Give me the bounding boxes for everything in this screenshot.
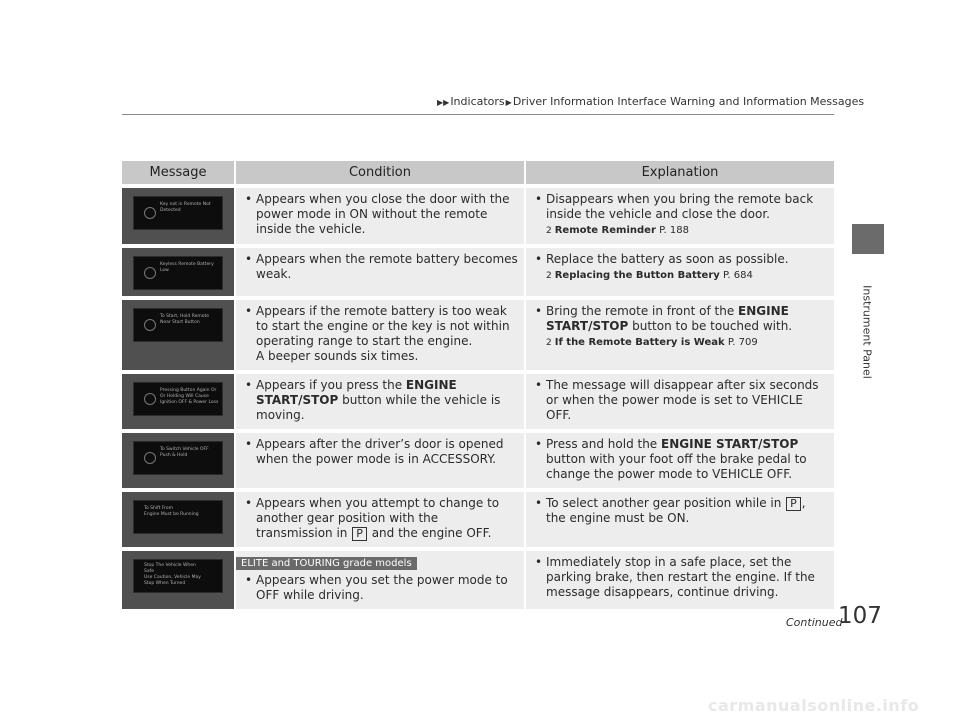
screen-text: Key not in Remote Not Detected: [160, 202, 211, 213]
condition-text: • Appears if you press the ENGINE START/STOP button while the vehicle is moving.: [244, 378, 518, 423]
explanation-text: • Replace the battery as soon as possible. 2 Replacing the Button Battery P. 684: [534, 252, 828, 283]
breadcrumb: [436, 95, 864, 108]
table-header-row: [122, 161, 834, 184]
explanation-text: • To select another gear position while in P , the engine must be ON.: [534, 496, 828, 526]
message-screen-cell: [122, 248, 234, 296]
explanation-text: • Immediately stop in a safe place, set the parking brake, then restart the engine. If the message disappears, continue driving.: [534, 555, 828, 600]
condition-cell: [234, 300, 524, 370]
key-icon: [144, 207, 156, 219]
message-screen-image: [133, 559, 223, 593]
gear-p-icon: P: [352, 527, 367, 541]
condition-text: • Appears when you set the power mode to OFF while driving.: [244, 573, 518, 603]
arrow-icon: ▶: [505, 98, 512, 107]
explanation-text: • Disappears when you bring the remote back inside the vehicle and close the door. 2 Remote Reminder P. 188: [534, 192, 828, 238]
gear-p-icon: P: [786, 497, 801, 511]
page-reference[interactable]: 2 Remote Reminder P. 188: [546, 225, 689, 236]
double-arrow-icon: ▶▶: [437, 98, 450, 107]
explanation-cell: [524, 551, 834, 609]
start-button-icon: [144, 452, 156, 464]
screen-text: To Start, Hold Remote Near Start Button: [160, 314, 210, 325]
message-screen-image: [133, 308, 223, 342]
condition-cell: [234, 551, 524, 609]
explanation-cell: [524, 492, 834, 547]
breadcrumb-item: Indicators: [450, 95, 505, 108]
table-row: [122, 248, 834, 296]
watermark: carmanualsonline.info: [708, 696, 920, 715]
message-screen-cell: [122, 433, 234, 488]
explanation-cell: [524, 374, 834, 429]
condition-text: • Appears when you attempt to change to another gear position with the transmission in P and the engine OFF.: [244, 496, 518, 541]
start-button-icon: [144, 393, 156, 405]
screen-text: Stop The Vehicle When Safe Use Caution, Vehicle May Stop When Turned: [144, 563, 201, 586]
explanation-cell: [524, 248, 834, 296]
reference-arrow-icon: 2: [546, 226, 552, 236]
condition-text: • Appears after the driver’s door is opened when the power mode is in ACCESSORY.: [244, 437, 518, 467]
condition-cell: [234, 248, 524, 296]
message-screen-cell: [122, 374, 234, 429]
explanation-text: • The message will disappear after six seconds or when the power mode is set to VEHICLE OFF.: [534, 378, 828, 423]
page-number: 107: [838, 603, 882, 629]
condition-text: • Appears when you close the door with the power mode in ON without the remote inside the vehicle.: [244, 192, 518, 237]
condition-cell: [234, 374, 524, 429]
table-row: [122, 492, 834, 547]
key-icon: [144, 319, 156, 331]
section-tab-label: Instrument Panel: [860, 285, 874, 379]
table-row: [122, 300, 834, 370]
message-screen-image: [133, 500, 223, 534]
screen-text: To Shift From Engine Must be Running: [144, 506, 199, 517]
condition-text: • Appears when the remote battery becomes weak.: [244, 252, 518, 282]
screen-text: Pressing Button Again Or Or Holding Will Cause Ignition OFF & Power Loss: [160, 388, 219, 405]
key-icon: [144, 267, 156, 279]
screen-text: Keyless Remote Battery Low: [160, 262, 214, 273]
header-rule: [122, 114, 834, 115]
table-row: [122, 433, 834, 488]
column-header-message: Message: [122, 161, 234, 184]
screen-text: To Switch Vehicle OFF Push & Hold: [160, 447, 209, 458]
message-screen-image: [133, 382, 223, 416]
reference-arrow-icon: 2: [546, 271, 552, 281]
message-screen-cell: [122, 551, 234, 609]
message-screen-cell: [122, 300, 234, 370]
grade-badge: ELITE and TOURING grade models: [236, 557, 417, 570]
page-reference[interactable]: 2 Replacing the Button Battery P. 684: [546, 270, 753, 281]
table-row: [122, 188, 834, 244]
explanation-cell: [524, 433, 834, 488]
breadcrumb-item: Driver Information Interface Warning and Information Messages: [512, 95, 865, 108]
reference-arrow-icon: 2: [546, 338, 552, 348]
message-screen-image: [133, 196, 223, 230]
condition-cell: [234, 492, 524, 547]
message-table: [122, 157, 834, 613]
condition-cell: [234, 433, 524, 488]
section-tab-marker: [852, 224, 884, 254]
message-screen-image: [133, 441, 223, 475]
message-screen-cell: [122, 188, 234, 244]
message-screen-image: [133, 256, 223, 290]
condition-cell: [234, 188, 524, 244]
page-reference[interactable]: 2 If the Remote Battery is Weak P. 709: [546, 337, 758, 348]
continued-label: Continued: [786, 616, 843, 629]
explanation-text: • Press and hold the ENGINE START/STOP button with your foot off the brake pedal to change the power mode to VEHICLE OFF.: [534, 437, 828, 482]
column-header-condition: Condition: [234, 161, 524, 184]
explanation-cell: [524, 300, 834, 370]
explanation-cell: [524, 188, 834, 244]
table-row: [122, 374, 834, 429]
table-row: [122, 551, 834, 609]
message-screen-cell: [122, 492, 234, 547]
condition-text: • Appears if the remote battery is too weak to start the engine or the key is not within operating range to start the engine. A beeper sounds six times.: [244, 304, 518, 364]
explanation-text: • Bring the remote in front of the ENGINE START/STOP button to be touched with. 2 If the Remote Battery is Weak P. 709: [534, 304, 828, 350]
column-header-explanation: Explanation: [524, 161, 834, 184]
